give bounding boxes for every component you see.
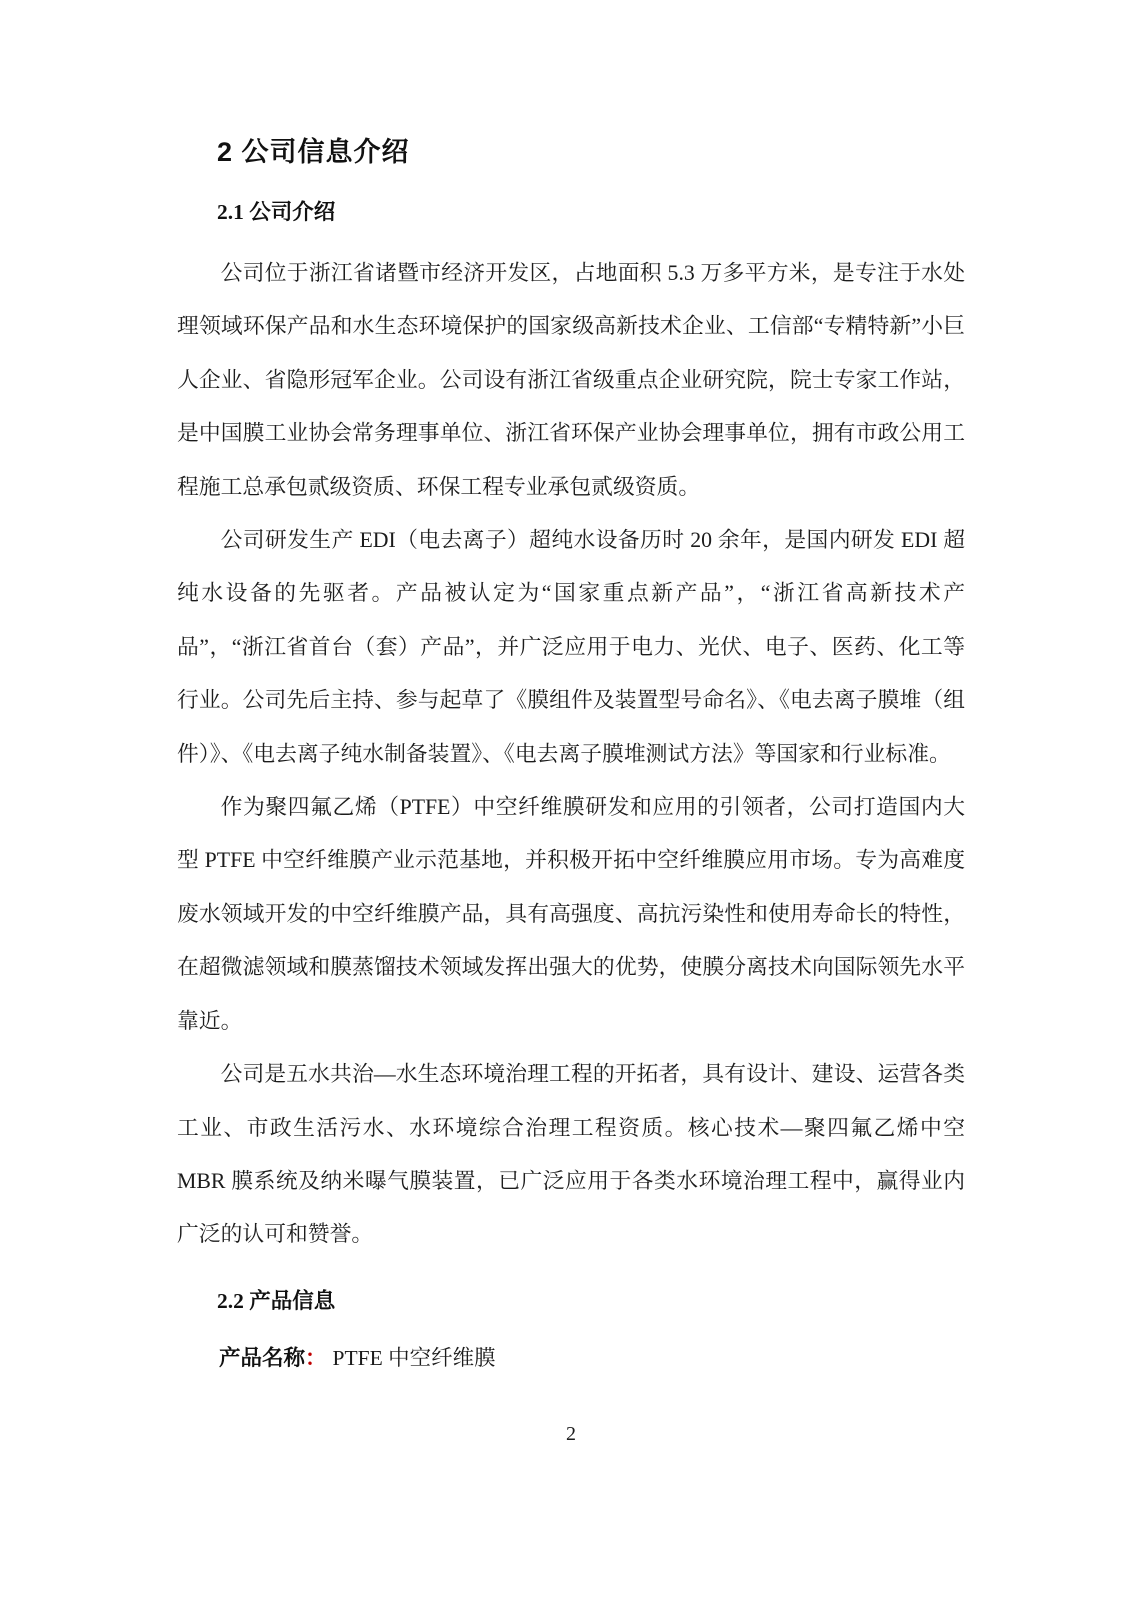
product-name-label: 产品名称 bbox=[219, 1345, 306, 1370]
paragraph-ptfe-membrane: 作为聚四氟乙烯（PTFE）中空纤维膜研发和应用的引领者，公司打造国内大型 PTFE 中空纤维膜产业示范基地，并积极开拓中空纤维膜应用市场。专为高难度废水领域开发的中空纤维膜产品，具有高强度、高抗污染性和使用寿命长的特性，在超微滤领域和膜蒸馏技术领域发挥出强大的优势，使膜分离技术向国际领先水平靠近。 bbox=[177, 795, 965, 1033]
product-name-colon: ： bbox=[305, 1345, 327, 1370]
page-number: 2 bbox=[566, 1422, 576, 1445]
paragraph-edi-products: 公司研发生产 EDI（电去离子）超纯水设备历时 20 余年，是国内研发 EDI 超纯水设备的先驱者。产品被认定为“国家重点新产品”，“浙江省高新技术产品”，“浙江省首台（套）产品”，并广泛应用于电力、光伏、电子、医药、化工等行业。公司先后主持、参与起草了《膜组件及装置型号命名》、《电去离子膜堆（组件）》、《电去离子纯水制备装置》、《电去离子膜堆测试方法》等国家和行业标准。 bbox=[177, 528, 965, 766]
product-name-value: PTFE 中空纤维膜 bbox=[332, 1345, 496, 1370]
document-content bbox=[177, 0, 965, 1446]
paragraph-water-governance: 公司是五水共治—水生态环境治理工程的开拓者，具有设计、建设、运营各类工业、市政生活污水、水环境综合治理工程资质。核心技术—聚四氟乙烯中空 MBR 膜系统及纳米曝气膜装置，已广泛应用于各类水环境治理工程中，赢得业内广泛的认可和赞誉。 bbox=[177, 1062, 965, 1247]
product-name-line bbox=[177, 1344, 965, 1372]
section-heading: 2 公司信息介绍 bbox=[217, 137, 410, 167]
subsection-heading-company-intro: 2.1 公司介绍 bbox=[217, 200, 336, 224]
paragraph-company-location: 公司位于浙江省诸暨市经济开发区，占地面积 5.3 万多平方米，是专注于水处理领域环保产品和水生态环境保护的国家级高新技术企业、工信部“专精特新”小巨人企业、省隐形冠军企业。公司设有浙江省级重点企业研究院，院士专家工作站，是中国膜工业协会常务理事单位、浙江省环保产业协会理事单位，拥有市政公用工程施工总承包贰级资质、环保工程专业承包贰级资质。 bbox=[177, 261, 965, 499]
subsection-heading-product-info: 2.2 产品信息 bbox=[217, 1288, 336, 1313]
